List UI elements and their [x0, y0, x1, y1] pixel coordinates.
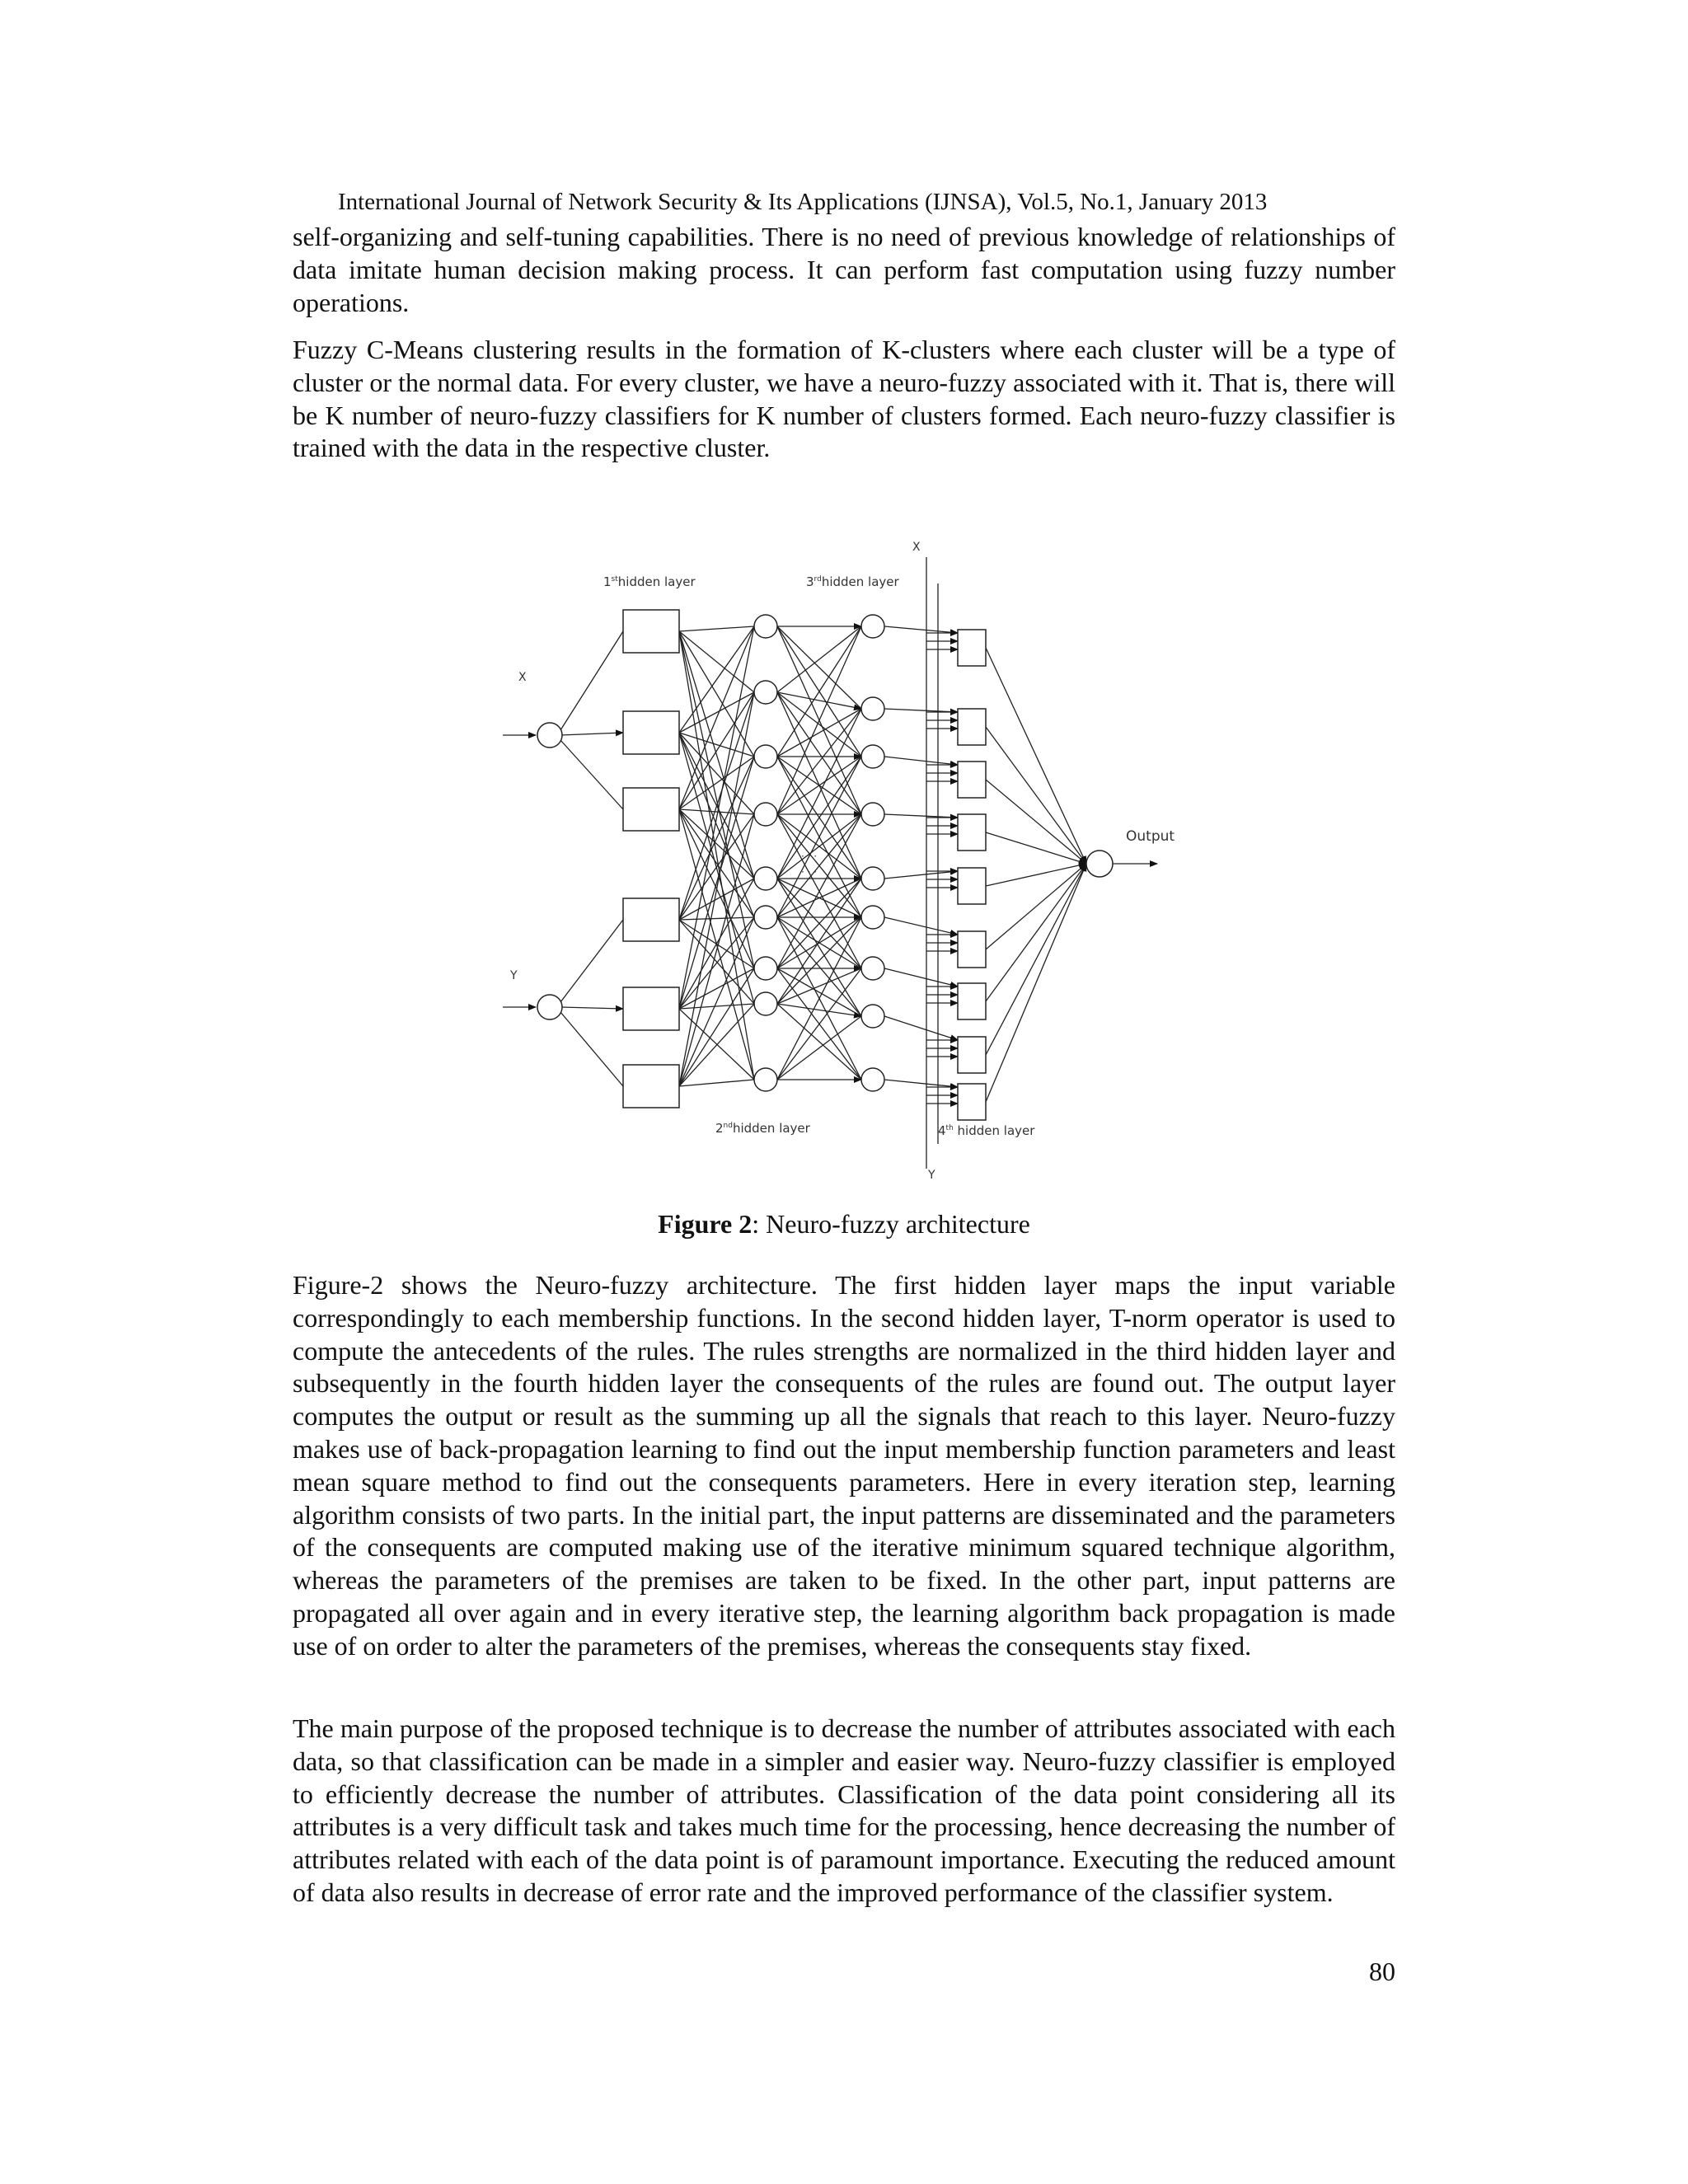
- paragraph-4: The main purpose of the proposed technique is to decrease the number of attributes associated with each data, so that classification can be made in a simpler and easier way. Neuro-fuzzy classifier is employed to efficiently decrease the number of attributes. Classification of the data point considering all its attributes is a very difficult task and takes much time for the processing, hence decreasing the number of attributes related with each of the data point is of paramount importance. Executing the reduced amount of data also results in decrease of error rate and the improved performance of the classifier system.: [293, 1713, 1395, 1907]
- rule-to-norm-line: [777, 626, 861, 709]
- consequent-to-output-line: [986, 648, 1086, 864]
- bus-top-x-label: X: [912, 541, 921, 554]
- rule-to-norm-line: [777, 1004, 861, 1080]
- normalization-node-1: [861, 615, 884, 638]
- figure-caption-text: : Neuro-fuzzy architecture: [752, 1209, 1030, 1239]
- consequent-to-output-line: [986, 864, 1086, 949]
- norm-to-consequent-line: [884, 626, 958, 633]
- consequent-node-5: [958, 868, 986, 904]
- input-node-2: [537, 995, 562, 1019]
- normalization-node-9: [861, 1068, 884, 1091]
- rule-node-7: [754, 957, 777, 980]
- layer4-label: 4th hidden layer: [938, 1123, 1035, 1138]
- bus-bottom-y-label: Y: [928, 1169, 935, 1182]
- consequent-to-output-line: [986, 864, 1086, 1055]
- input-to-mf-line: [560, 740, 623, 809]
- paragraph-2: Fuzzy C-Means clustering results in the formation of K-clusters where each cluster will be a type of cluster or the normal data. For every cluster, we have a neuro-fuzzy associated with it. That is, there will be K number of neuro-fuzzy classifiers for K number of clusters formed. Each neuro-fuzzy classifier is trained with the data in the respective cluster.: [293, 335, 1395, 463]
- norm-to-consequent-line: [884, 757, 958, 765]
- rule-to-norm-line: [777, 968, 861, 1016]
- neuro-fuzzy-diagram: [486, 534, 1195, 1193]
- rule-to-norm-line: [777, 626, 861, 692]
- mf-to-rule-line: [679, 814, 754, 920]
- mf-to-rule-line: [679, 1004, 754, 1009]
- normalization-node-3: [861, 745, 884, 768]
- norm-to-consequent-line: [884, 917, 958, 935]
- normalization-node-7: [861, 957, 884, 980]
- paragraph-1: self-organizing and self-tuning capabilities. There is no need of previous knowledge of relationships of data imitate human decision making process. It can perform fast computation using fuzzy number operations.: [293, 222, 1395, 317]
- rule-node-5: [754, 867, 777, 890]
- membership-node-3: [623, 788, 679, 831]
- consequent-to-output-line: [986, 727, 1086, 864]
- consequent-node-9: [958, 1084, 986, 1120]
- consequent-node-6: [958, 931, 986, 968]
- rule-to-norm-line: [777, 1004, 861, 1016]
- output-node: [1086, 851, 1113, 877]
- layer2-label: 2ndhidden layer: [715, 1121, 810, 1136]
- norm-to-consequent-line: [884, 1016, 958, 1040]
- rule-to-norm-line: [777, 1016, 861, 1080]
- membership-node-2: [623, 711, 679, 754]
- rule-to-norm-line: [777, 917, 861, 1016]
- normalization-node-4: [861, 803, 884, 826]
- norm-to-consequent-line: [884, 968, 958, 987]
- consequent-to-output-line: [986, 864, 1086, 886]
- figure-caption-label: Figure 2: [658, 1209, 753, 1239]
- input-to-mf-line: [560, 631, 623, 730]
- rule-to-norm-line: [777, 709, 861, 757]
- layer1-label: 1sthidden layer: [603, 574, 696, 589]
- membership-node-6: [623, 1065, 679, 1108]
- membership-node-4: [623, 898, 679, 941]
- input-node-1: [537, 723, 562, 748]
- input-to-mf-line: [560, 1007, 623, 1009]
- norm-to-consequent-line: [884, 871, 958, 879]
- rule-node-3: [754, 745, 777, 768]
- normalization-node-5: [861, 867, 884, 890]
- mf-to-rule-line: [679, 809, 754, 814]
- membership-node-1: [623, 610, 679, 653]
- rule-node-2: [754, 681, 777, 704]
- consequent-to-output-line: [986, 780, 1086, 864]
- rule-node-8: [754, 992, 777, 1015]
- consequent-to-output-line: [986, 832, 1086, 864]
- input-y-label: Y: [510, 969, 518, 982]
- membership-node-5: [623, 987, 679, 1030]
- normalization-node-8: [861, 1005, 884, 1028]
- paragraph-3: Figure-2 shows the Neuro-fuzzy architecture. The first hidden layer maps the input variable correspondingly to each membership functions. In the second hidden layer, T-norm operator is used to compute the antecedents of the rules. The rules strengths are normalized in the third hidden layer and subsequently in the fourth hidden layer the consequents of the rules are found out. The output layer computes the output or result as the summing up all the signals that reach to this layer. Neuro-fuzzy makes use of back-propagation learning to find out the input membership function parameters and least mean square method to find out the consequents parameters. Here in every iteration step, learning algorithm consists of two parts. In the initial part, the input patterns are disseminated and the parameters of the consequents are computed making use of the iterative minimum squared technique algorithm, whereas the parameters of the premises are taken to be fixed. In the other part, input patterns are propagated all over again and in every iterative step, the learning algorithm back propagation is made use of on order to alter the parameters of the premises, whereas the consequents stay fixed.: [293, 1270, 1395, 1661]
- normalization-node-6: [861, 906, 884, 929]
- rule-to-norm-line: [777, 879, 861, 1016]
- consequent-to-output-line: [986, 864, 1086, 1001]
- ellipsis-mark-1: · · ·: [801, 851, 818, 862]
- rule-node-4: [754, 803, 777, 826]
- consequent-node-7: [958, 983, 986, 1019]
- consequent-to-output-line: [986, 864, 1086, 1102]
- rule-to-norm-line: [777, 692, 861, 814]
- figure-caption: [293, 1206, 1395, 1242]
- ellipsis-mark-2: · · ·: [801, 866, 818, 878]
- mf-to-rule-line: [679, 631, 754, 757]
- figure-neuro-fuzzy-architecture: [486, 534, 1195, 1193]
- page-number: 80: [1369, 1957, 1395, 1986]
- rule-to-norm-line: [777, 709, 861, 879]
- norm-to-consequent-line: [884, 1080, 958, 1087]
- input-to-mf-line: [560, 733, 623, 735]
- rule-node-6: [754, 906, 777, 929]
- rule-node-1: [754, 615, 777, 638]
- mf-to-rule-line: [679, 757, 754, 1009]
- rule-node-9: [754, 1068, 777, 1091]
- running-header: International Journal of Network Security & Its Applications (IJNSA), Vol.5, No.1, January 2013: [338, 189, 1268, 215]
- input-to-mf-line: [560, 920, 623, 1002]
- normalization-node-2: [861, 697, 884, 720]
- input-to-mf-line: [560, 1012, 623, 1086]
- mf-to-rule-line: [679, 626, 754, 631]
- rule-to-norm-line: [777, 692, 861, 709]
- layer3-label: 3rdhidden layer: [806, 574, 899, 589]
- consequent-node-1: [958, 630, 986, 666]
- input-x-label: X: [518, 671, 527, 684]
- consequent-node-3: [958, 762, 986, 798]
- consequent-node-2: [958, 709, 986, 745]
- consequent-node-8: [958, 1037, 986, 1073]
- output-label: Output: [1126, 828, 1175, 845]
- mf-to-rule-line: [679, 1080, 754, 1086]
- consequent-node-4: [958, 814, 986, 851]
